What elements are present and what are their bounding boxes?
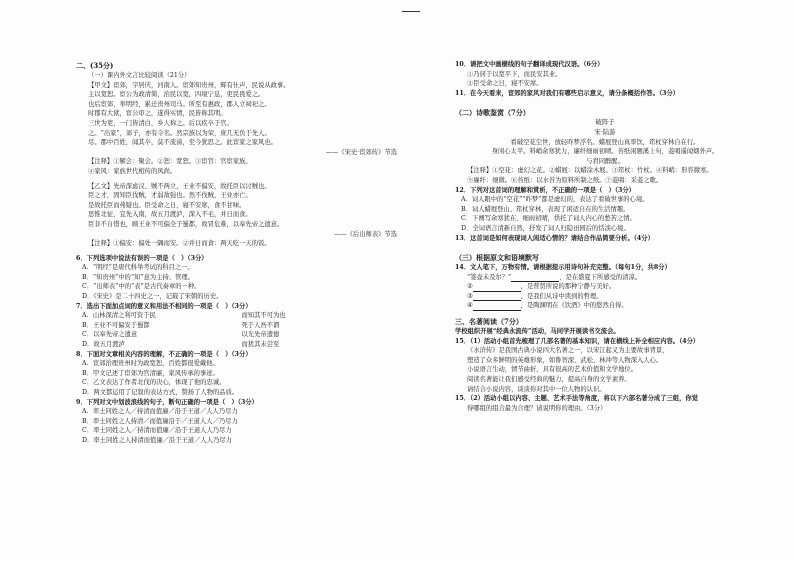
option-row: [76, 340, 401, 350]
answer-option: C．率土同姓之人／持清而值廉／沿于王道人人乃尽力: [82, 427, 232, 435]
option-right: 死于人吾不谓: [241, 321, 280, 329]
answer-option: B．词人蜡屐登山、筇杖穿林，表现了闲适自在的生活情趣。: [461, 205, 630, 213]
answer-option: B．“知贵州”中的“知”意为主持、管理。: [82, 273, 194, 281]
question-stem: 11．在今天看来，宦郊的家风对我们有哪些启示意义，请分条概括作答。（3分）: [455, 89, 680, 97]
text-line: 【注释】①解会：聚会。②恕：宽恕。③宦官：官宦家族。: [88, 158, 252, 166]
fill-blank-line: [455, 292, 755, 302]
left-column: [76, 60, 401, 553]
answer-option: A．词人眼中的“空花”“昨梦”都是虚幻的，表达了看破世事的心境。: [461, 196, 649, 204]
right-column: [455, 60, 755, 553]
answer-option: C．下阕写余寒犹在、细雨初晴，烘托了词人内心的愁苦之情。: [461, 215, 636, 223]
section-heading: （二）诗歌鉴赏（7分）: [455, 108, 530, 118]
text-line: 三世为吏，一门皆清白，乡人称之。后以疾卒于官。: [88, 119, 233, 127]
option-row: [76, 330, 401, 340]
prompt-suffix: ，是陶渊明在《饮酒》中的悠然自得。: [520, 302, 628, 310]
answer-option: B．率土同姓之人持清／而值廉沿于／王道人人／乃尽力: [82, 417, 238, 425]
prompt-suffix: ，是在盛夏下所感受的清凉。: [559, 273, 642, 281]
prompt-text: ②: [467, 283, 473, 291]
answer-option: C．乙文表达了作者北伐的决心，体现了他的忠诚。: [82, 379, 226, 387]
question-stem: 8．下面对文章相关内容的理解，不正确的一项是（ ）（3分）: [76, 350, 252, 358]
poem-title: 破阵子: [595, 119, 615, 127]
text-line: （一）课内外文言比较阅读（21分）: [88, 72, 191, 79]
text-line: 时郡有大狱，宦公审之，遂得实情，民皆称其明。: [88, 110, 227, 118]
text-line: 臣之才，固知臣伐贼，才弱敌强也。然不伐贼，王业亦亡。: [88, 192, 252, 200]
option-row: [76, 311, 401, 321]
source-citation: ——《后出师表》节选: [334, 230, 397, 238]
text-line: 【甲文】宦郊，字居庆，河南人。宦郊知贵州，辉有仕声，民说从政事。: [88, 81, 290, 89]
text-line: 小说语言生动，情节曲折，具有很高的艺术价值和文学地位。: [467, 366, 638, 374]
answer-option: D．《宋史》是二十四史之一，记载了宋朝的历史。: [82, 293, 223, 301]
answer-option: A．“明经”是唐代科举考试的科目之一。: [82, 264, 194, 272]
answer-blank[interactable]: [473, 304, 521, 311]
section-heading: 二、(35分): [76, 61, 114, 70]
option-right: 而犹其未尝至: [241, 341, 280, 349]
top-mark: [402, 11, 420, 12]
text-line: 【乙文】先帝深虑汉、贼不两立，王业不偏安，故托臣以讨贼也。: [88, 182, 271, 190]
spacer: [455, 98, 755, 107]
option-row: [76, 321, 401, 331]
answer-option: B．甲文记述了宦郊为官清廉，家风传承的事迹。: [82, 369, 219, 377]
question-stem: 6．下列选项中说法有误的一项是（ ）（3分）: [76, 254, 208, 262]
option-left: D．故五月渡泸: [82, 341, 125, 349]
text-line: 也后宦郊，举明经，累迁贵州司马。所至有惠政，郡人立祠祀之。: [88, 100, 271, 108]
text-line: 臣非不自惜也，顾王业不可偏全于蜀都，故冒危难，以奉先帝之遗意。: [88, 220, 284, 228]
fill-blank-line: [455, 273, 755, 283]
text-line: 塑造了众多鲜明的英雄形象，如鲁智深、武松、林冲等人物深入人心。: [467, 356, 663, 364]
text-line: ②臣受命之日，寝不安席。: [467, 80, 543, 88]
text-line: 主以宽恕。宦公为政清简，治民以宽，四境宁息，吏民畏爱之。: [88, 91, 265, 99]
question-stem: 13．这首词是如何表现词人闲适心情的？请结合作品简要分析。（4分）: [455, 234, 654, 242]
question-stem: 15．（2）活动小组以内容、主题、艺术手法等角度，将以下六部名著分成了三组，你觉: [455, 395, 698, 403]
text-line: 思惟北征，宜先入南，故五月渡泸，深入不毛，并日而食。: [88, 211, 252, 219]
prompt-text: ③: [467, 292, 473, 300]
answer-option: D．两文都运用了记叙的表达方式，赞扬了人物的品质。: [82, 389, 239, 396]
question-stem: 学校组织开展“经典永流传”活动，马同学开展读书交流会。: [455, 328, 620, 336]
answer-option: D．率土同姓之人持清而值廉／沿于王道／人人乃尽力: [82, 436, 232, 444]
text-line: 得哪组的组合最为合理？请说明你的理由。（3分）: [467, 404, 607, 412]
text-line: 【注释】①偏安：偏处一隅而安。②并日而食：两天吃一天的饭。: [88, 240, 271, 248]
text-line: 阅读名著能让我们感受经典的魅力，提高自身的文学素养。: [467, 376, 631, 384]
question-stem: 14．文人笔下，万物有情。请根据提示用诗句补充完整。（每句1分，共8分）: [455, 264, 671, 272]
option-left: B．王业不可偏安于蜀都: [82, 321, 150, 329]
answer-blank[interactable]: [473, 294, 521, 301]
option-left: C．以奉先帝之遗意: [82, 331, 138, 339]
option-right: 而知其不可为也: [241, 312, 286, 320]
poem-line: 与君同醉醒。: [586, 157, 624, 165]
text-line: 请结合小说内容，谈谈你对其中一位人物的认识。: [467, 385, 606, 393]
text-line: 《水浒传》是我国古典小说四大名著之一，以宋江起义为主要故事背景，: [467, 347, 669, 355]
answer-option: D．全词语言清新自然，抒发了词人归隐田园后的恬淡心境。: [461, 224, 630, 232]
text-line: 之。“出家”，郊子，亦有令名。然宗族以为荣，庶几无负于先人。: [88, 129, 271, 137]
prompt-text: “签壶未及尔？”: [467, 273, 512, 281]
answer-option: A．宦郊治理贵州时为政宽恕，百姓都很爱戴他。: [82, 360, 219, 368]
answer-option: C．“出师表”中的“表”是古代奏章的一种。: [82, 283, 201, 291]
question-stem: 10．请把文中画横线的句子翻译成现代汉语。（6分）: [455, 61, 604, 68]
text-line: 是故托臣而弗疑也。臣受命之日，寝不安席，食不甘味。: [88, 201, 246, 209]
text-line: ④家风：家族世代相传的风尚。: [88, 167, 177, 175]
option-left: A．山林深清之利可资于民: [82, 312, 156, 320]
prompt-suffix: ，是我们从诗中读到的哲理。: [520, 292, 603, 300]
fill-blank-line: [455, 301, 755, 311]
text-line: ⑤廉纤：细微。⑥苔纸：以水苔为原料所制之纸。⑦菱唱：采菱之歌。: [467, 176, 663, 184]
text-line: ①乃居于以宽平下，而民安其业。: [467, 70, 562, 78]
fill-blank-line: [455, 282, 755, 292]
prompt-suffix: ，是普贤所说的那种宁静与美好。: [520, 283, 616, 291]
question-stem: 9．下列对文中划波浪线的句子，断句正确的一项是（ ）（3分）: [76, 398, 258, 406]
prompt-text: ④: [467, 302, 473, 310]
poem-line: 身闲心太平。料峭余寒犹力，廉纤细雨初晴。苔纸闲题溪上句，菱唱遥闻烟外声。: [491, 148, 719, 156]
answer-option: A．率土同姓之人／持清而值廉／沿于王道／人人乃尽力: [82, 408, 238, 416]
text-line: 尽。郡中百姓，闻其卒，莫不流涕，至今犹思之。此宦家之家风也。: [88, 139, 277, 147]
poem-title: 宋·陆游: [594, 128, 616, 136]
spacer: [455, 243, 755, 252]
question-stem: 12．下列对这首词的理解和赏析，不正确的一项是（ ）（3分）: [455, 186, 636, 194]
question-stem: 15．（1）活动小组首先梳理了几部名著的基本知识，请在横线上补全相应内容。（4分）: [455, 337, 700, 345]
section-heading: （三）根据原文和语境默写: [455, 253, 539, 263]
section-heading: 三、名著阅读（7分）: [455, 317, 523, 327]
answer-blank[interactable]: [511, 275, 559, 282]
source-citation: ——《宋史·宦郊传》节选: [325, 148, 397, 156]
text-line: 【注释】①空花：虚幻之花。②蜡屐：以蜡涂木屐。③筇杖：竹杖。④料峭：形容微寒。: [467, 167, 713, 175]
question-stem: 7．选出下面加点词的意义和用法不相同的一项是（ ）（3分）: [76, 302, 252, 310]
answer-blank[interactable]: [473, 285, 521, 292]
poem-line: 看破空花尘世，放轻昨梦浮名。蜡屐登山真率饮，筇杖穿林自在行。: [510, 138, 700, 146]
option-right: 以光先帝遗德: [241, 331, 280, 339]
